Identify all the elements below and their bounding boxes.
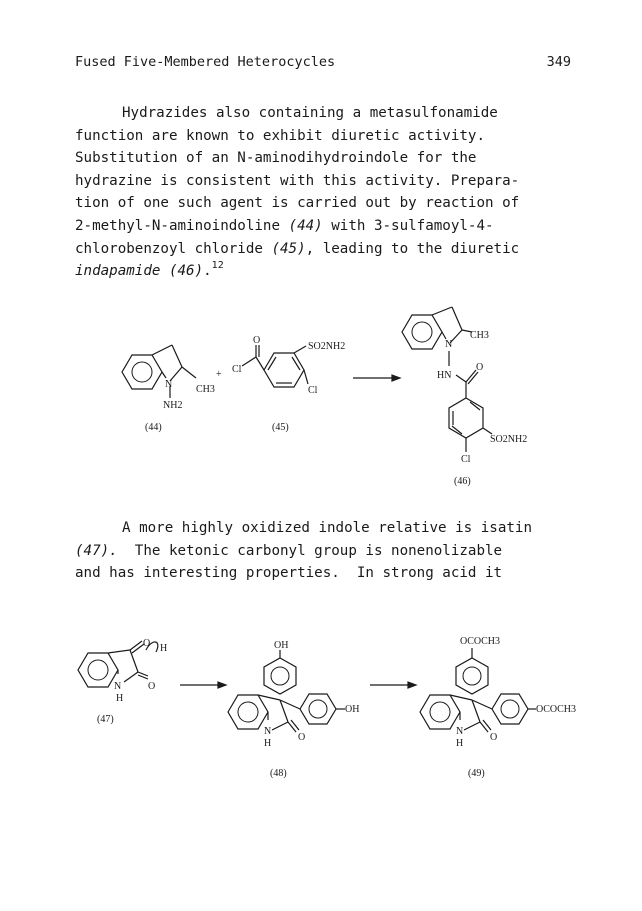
atom-o: O (298, 732, 306, 743)
text-line (75, 238, 575, 261)
atom-ch3: CH3 (470, 330, 489, 341)
structure-46 (402, 307, 527, 487)
structure-45 (232, 335, 345, 433)
atom-n: N (456, 726, 464, 737)
group-ococh3: OCOCH3 (536, 704, 577, 715)
group-oh: OH (274, 640, 289, 651)
structure-47 (78, 638, 167, 725)
atom-o: O (476, 362, 484, 373)
reaction-arrow (353, 375, 400, 381)
reference-superscript: 12 (211, 260, 224, 272)
text-segment: with 3-sulfamoyl-4- (322, 217, 494, 234)
compound-label-46: (46) (454, 476, 471, 487)
reaction-scheme-isatin (0, 620, 642, 790)
text-line: and has interesting properties. In strong acid it (75, 565, 503, 582)
atom-o: O (490, 732, 498, 743)
atom-o: O (253, 335, 261, 346)
atom-n: N (165, 379, 173, 390)
compound-label-47: (47) (97, 714, 114, 725)
atom-cl: Cl (308, 385, 318, 396)
atom-nh2: NH2 (163, 400, 183, 411)
paragraph-indapamide (75, 102, 575, 283)
group-ococh3: OCOCH3 (460, 636, 501, 647)
text-line: Hydrazides also containing a metasulfonamide (122, 105, 498, 121)
atom-cl: Cl (232, 364, 242, 375)
text-line: Substitution of an N-aminodihydroindole for the (75, 150, 477, 167)
reaction-arrow (370, 682, 416, 688)
compound-label-45: (45) (272, 422, 289, 433)
paragraph-isatin (75, 517, 575, 585)
text-segment: . (203, 263, 212, 280)
plus-sign: + (216, 369, 222, 380)
atom-n: N (445, 339, 453, 350)
atom-o: O (143, 638, 151, 649)
group-so2nh2: SO2NH2 (308, 341, 346, 352)
atom-h-plus: H (160, 643, 168, 654)
text-segment: 2-methyl-N-aminoindoline (75, 217, 289, 234)
compound-label-49: (49) (468, 768, 485, 779)
compound-ref-45: (45) (271, 240, 306, 257)
atom-h: H (264, 738, 272, 749)
reaction-scheme-indapamide (0, 300, 642, 500)
text-line: tion of one such agent is carried out by reaction of (75, 195, 520, 212)
structure-44 (122, 345, 215, 433)
text-line: hydrazine is consistent with this activity. Prepara- (75, 172, 520, 189)
structure-49 (420, 636, 576, 779)
compound-label-48: (48) (270, 768, 287, 779)
group-so2nh2: SO2NH2 (490, 434, 528, 445)
running-header (75, 54, 571, 74)
structure-48 (228, 640, 359, 779)
atom-o: O (148, 681, 156, 692)
running-title: Fused Five-Membered Heterocycles (75, 54, 336, 70)
text-segment: chlorobenzoyl chloride (75, 240, 272, 257)
atom-n: N (114, 681, 122, 692)
text-line (75, 215, 575, 238)
atom-ch3: CH3 (196, 384, 215, 395)
atom-hn: HN (437, 370, 452, 381)
text-line: A more highly oxidized indole relative is isatin (122, 520, 532, 536)
atom-h: H (116, 693, 124, 704)
text-line: function are known to exhibit diuretic activity. (75, 127, 485, 144)
text-line (75, 540, 575, 563)
text-segment: The ketonic carbonyl group is nonenolizable (117, 542, 503, 559)
atom-n: N (264, 726, 272, 737)
atom-cl: Cl (461, 454, 471, 465)
drug-name-indapamide: indapamide (46) (75, 263, 204, 280)
compound-ref-44: (44) (288, 217, 323, 234)
compound-ref-47: (47). (75, 542, 118, 559)
reaction-arrow (180, 682, 226, 688)
page-number: 349 (546, 54, 571, 70)
atom-h: H (456, 738, 464, 749)
compound-label-44: (44) (145, 422, 162, 433)
text-segment: , leading to the diuretic (305, 240, 520, 257)
group-oh: OH (345, 704, 360, 715)
text-line (75, 260, 575, 283)
